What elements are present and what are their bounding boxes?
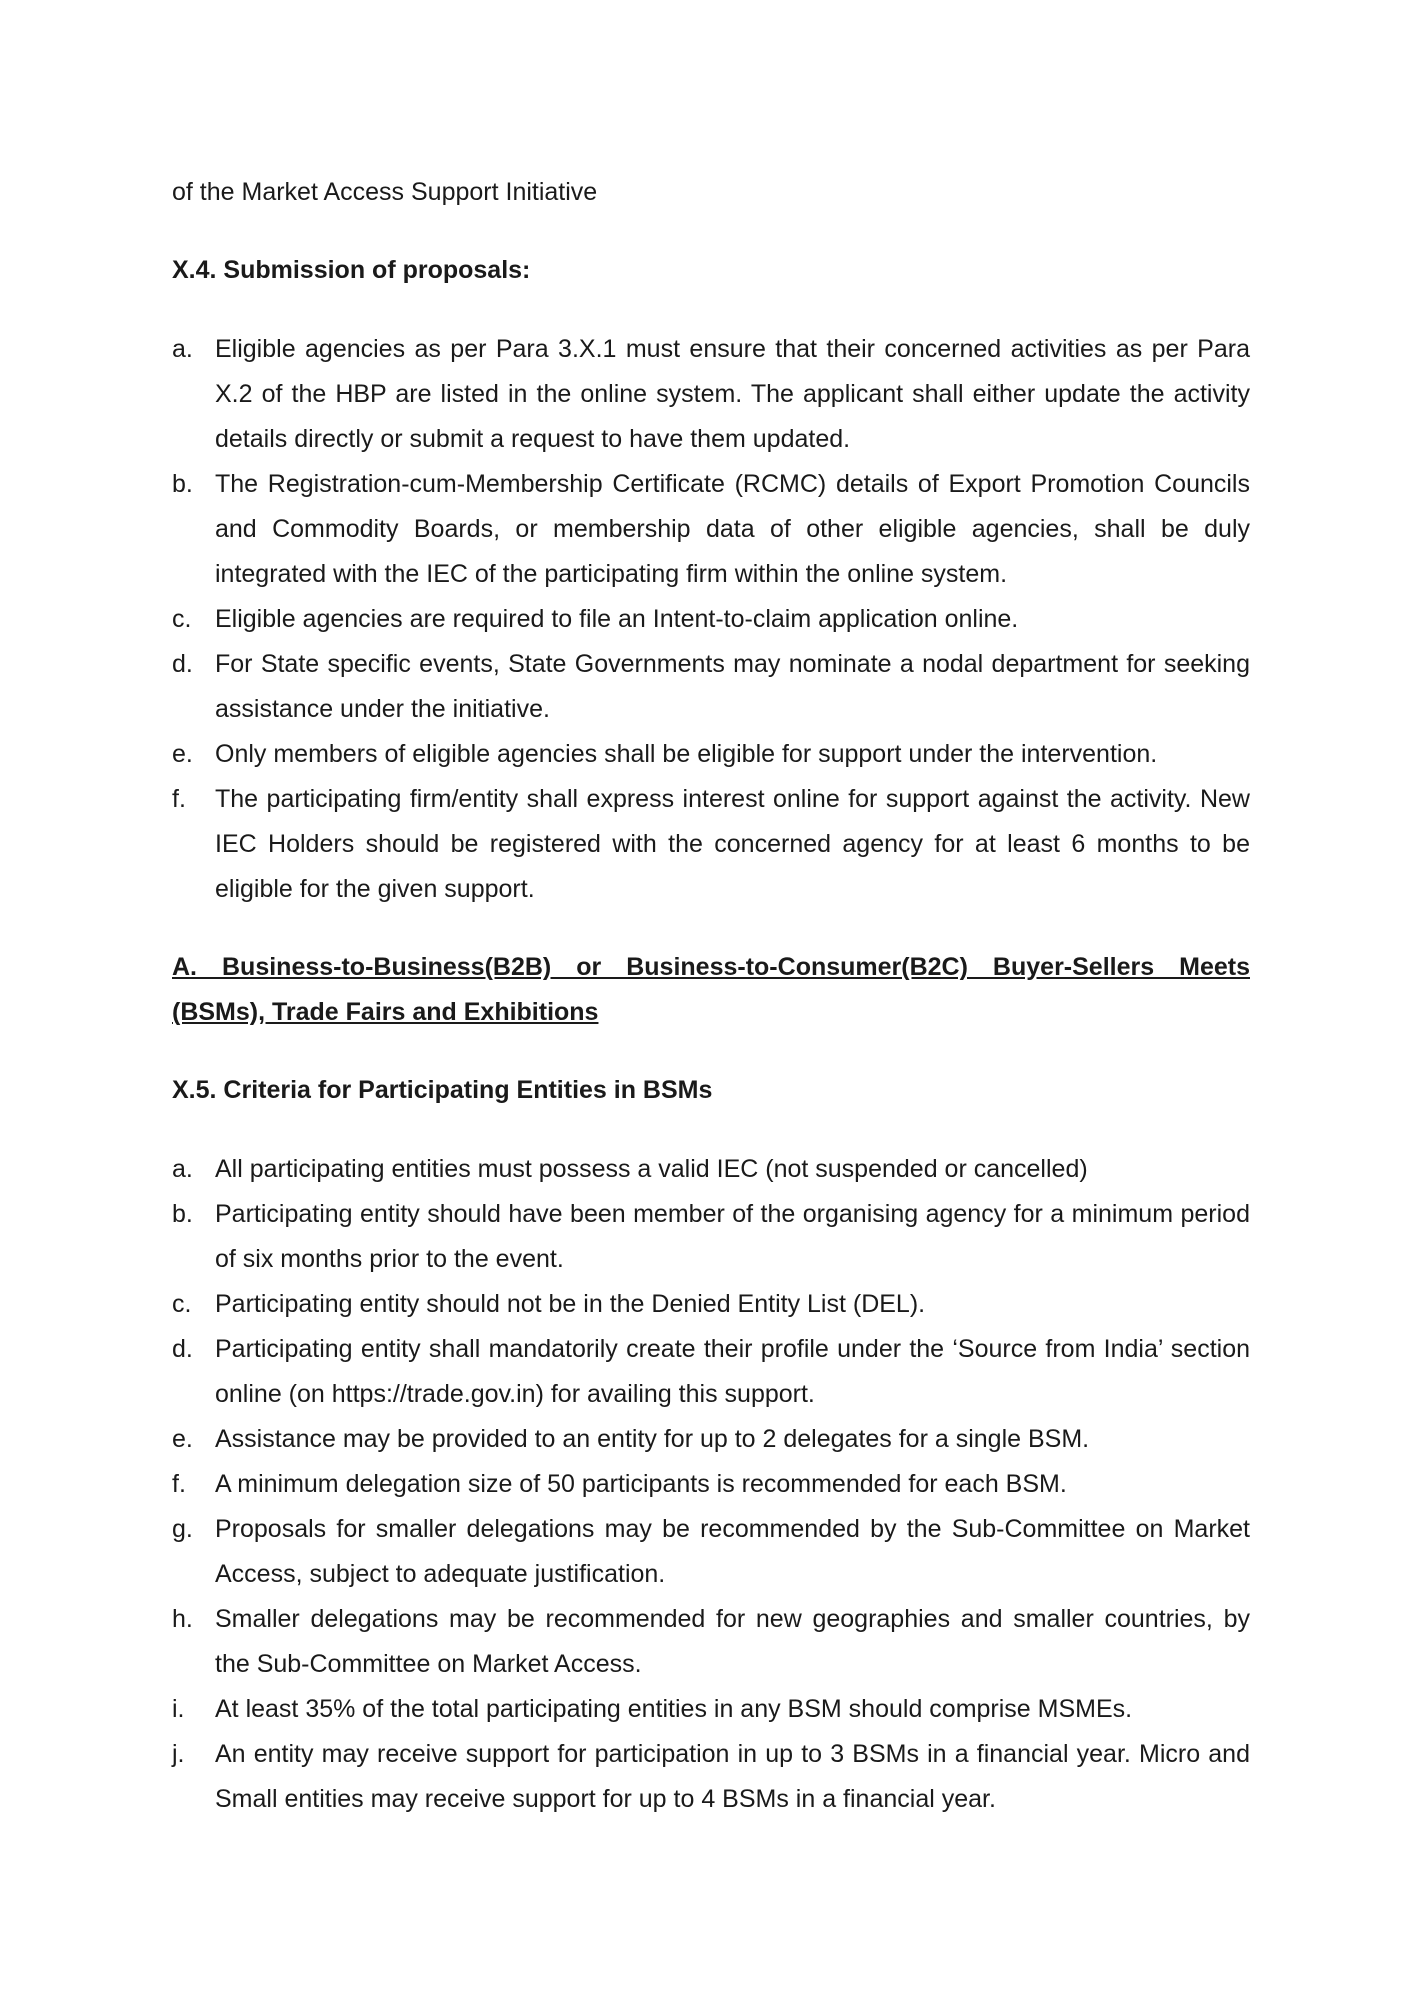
list-item <box>172 1327 1250 1417</box>
list-item-text: At least 35% of the total participating entities in any BSM should comprise MSMEs. <box>215 1695 1133 1723</box>
list-item-text: Assistance may be provided to an entity for up to 2 delegates for a single BSM. <box>215 1425 1090 1453</box>
list-marker: a. <box>172 335 193 363</box>
list-item <box>172 732 1250 777</box>
list-item <box>172 597 1250 642</box>
list-item-text: Participating entity should have been member of the organising agency for a minimum period of six months prior to the event. <box>215 1200 1250 1273</box>
list-marker: b. <box>172 470 193 498</box>
list-marker: c. <box>172 1290 192 1318</box>
list-item-text: Smaller delegations may be recommended for new geographies and smaller countries, by the Sub-Committee on Market Access. <box>215 1605 1250 1678</box>
criteria-list <box>172 1147 1250 1822</box>
list-item <box>172 1192 1250 1282</box>
list-item-text: The Registration-cum-Membership Certificate (RCMC) details of Export Promotion Councils and Commodity Boards, or membership data of other eligible agencies, shall be duly integrated with the IEC of the participating firm within the online system. <box>215 470 1250 588</box>
list-item <box>172 462 1250 597</box>
list-item <box>172 1687 1250 1732</box>
list-item <box>172 1597 1250 1687</box>
list-item <box>172 777 1250 912</box>
list-marker: f. <box>172 1470 186 1498</box>
list-marker: d. <box>172 650 193 678</box>
list-marker: d. <box>172 1335 193 1363</box>
list-item <box>172 1147 1250 1192</box>
section-x5-heading: X.5. Criteria for Participating Entities in BSMs <box>172 1076 713 1104</box>
list-item-text: Proposals for smaller delegations may be recommended by the Sub-Committee on Market Access, subject to adequate justification. <box>215 1515 1250 1588</box>
section-a-heading: A. Business-to-Business(B2B) or Business-to-Consumer(B2C) Buyer-Sellers Meets (BSMs), Trade Fairs and Exhibitions <box>172 953 1250 1026</box>
list-item-text: An entity may receive support for participation in up to 3 BSMs in a financial year. Micro and Small entities may receive support for up to 4 BSMs in a financial year. <box>215 1740 1250 1813</box>
list-marker: a. <box>172 1155 193 1183</box>
list-marker: i. <box>172 1695 185 1723</box>
list-item-text: All participating entities must possess a valid IEC (not suspended or cancelled) <box>215 1155 1088 1183</box>
list-item-text: Only members of eligible agencies shall be eligible for support under the intervention. <box>215 740 1158 768</box>
list-marker: g. <box>172 1515 193 1543</box>
list-item-text: Eligible agencies as per Para 3.X.1 must ensure that their concerned activities as per Para X.2 of the HBP are listed in the online system. The applicant shall either update the activity details directly or submit a request to have them updated. <box>215 335 1250 453</box>
list-item-text: Participating entity should not be in the Denied Entity List (DEL). <box>215 1290 926 1318</box>
list-item-text: Eligible agencies are required to file an Intent-to-claim application online. <box>215 605 1019 633</box>
list-item <box>172 1417 1250 1462</box>
list-marker: c. <box>172 605 192 633</box>
list-marker: e. <box>172 740 193 768</box>
list-marker: j. <box>172 1740 185 1768</box>
list-item <box>172 327 1250 462</box>
list-item <box>172 1732 1250 1822</box>
document-page <box>172 170 1250 1822</box>
list-item <box>172 1462 1250 1507</box>
list-item <box>172 642 1250 732</box>
section-x4-heading: X.4. Submission of proposals: <box>172 256 531 284</box>
list-marker: f. <box>172 785 186 813</box>
list-marker: e. <box>172 1425 193 1453</box>
list-item-text: A minimum delegation size of 50 participants is recommended for each BSM. <box>215 1470 1067 1498</box>
list-item-text: For State specific events, State Governments may nominate a nodal department for seeking assistance under the initiative. <box>215 650 1250 723</box>
list-item-text: Participating entity shall mandatorily create their profile under the ‘Source from India’ section online (on https://trade.gov.in) for availing this support. <box>215 1335 1250 1408</box>
intro-line: of the Market Access Support Initiative <box>172 178 598 206</box>
list-item-text: The participating firm/entity shall express interest online for support against the activity. New IEC Holders should be registered with the concerned agency for at least 6 months to be eligible for the given support. <box>215 785 1250 903</box>
submission-list <box>172 327 1250 912</box>
list-marker: h. <box>172 1605 193 1633</box>
list-marker: b. <box>172 1200 193 1228</box>
list-item <box>172 1507 1250 1597</box>
list-item <box>172 1282 1250 1327</box>
